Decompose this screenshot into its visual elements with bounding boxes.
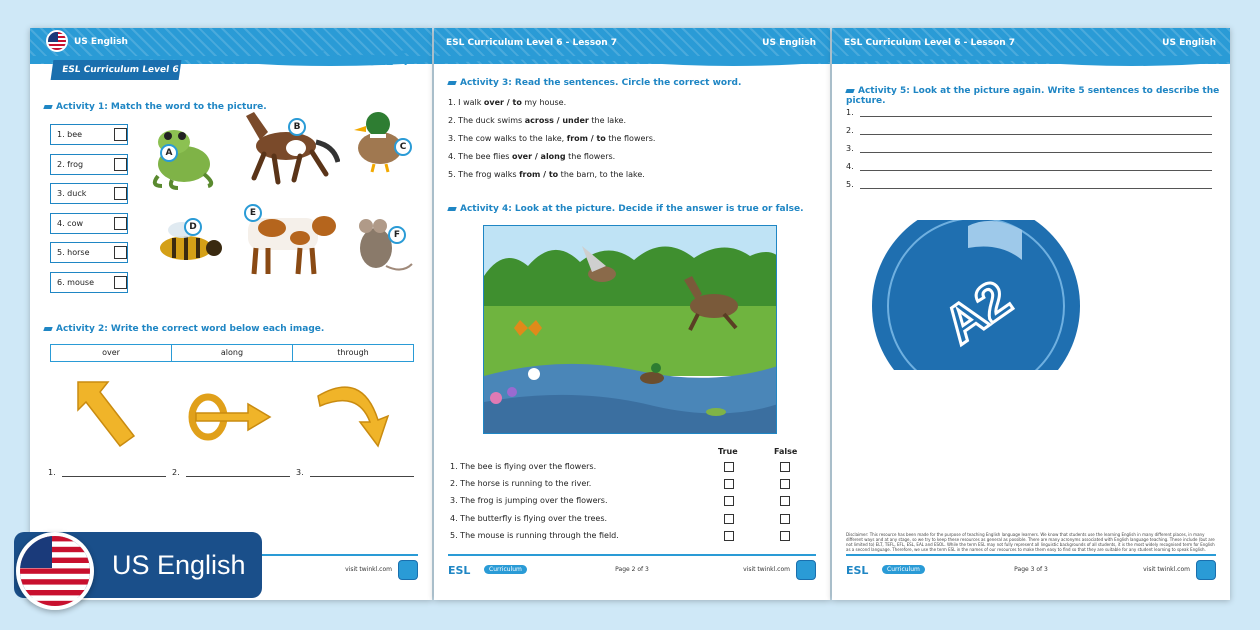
us-flag-icon — [16, 532, 94, 610]
esl-logo: ESL — [448, 564, 471, 577]
header-language: US English — [762, 38, 816, 48]
line-rule — [860, 134, 1212, 135]
header-language: US English — [1162, 38, 1216, 48]
true-column-header: True — [718, 447, 738, 456]
curriculum-pill: Curriculum — [882, 565, 925, 574]
line-rule — [860, 188, 1212, 189]
activity-5-heading: Activity 5: Look at the picture again. Write 5 sentences to describe the picture. — [846, 86, 1230, 106]
line-number: 2. — [846, 126, 854, 135]
header-title: ESL Curriculum Level 6 - Lesson 7 — [844, 38, 1016, 48]
sentence-options[interactable]: from / to — [566, 134, 606, 143]
language-banner-label: US English — [112, 550, 246, 580]
sentence-options[interactable]: across / under — [524, 116, 589, 125]
sentence-text: 5. The frog walks — [448, 170, 520, 179]
false-column-header: False — [774, 447, 798, 456]
page-footer — [846, 554, 1216, 582]
true-false-statement: 1. The bee is flying over the flowers. — [450, 462, 597, 471]
picture-badge: F — [388, 226, 406, 244]
picture-badge: A — [160, 144, 178, 162]
header-wave — [832, 56, 1230, 70]
answer-blank[interactable] — [48, 468, 166, 477]
true-false-statement: 3. The frog is jumping over the flowers. — [450, 496, 608, 505]
match-checkbox[interactable] — [114, 128, 127, 141]
page-number: Page 2 of 3 — [615, 566, 649, 573]
sentence-options[interactable]: over / along — [511, 152, 566, 161]
false-checkbox[interactable] — [780, 496, 790, 506]
curriculum-pill: Curriculum — [484, 565, 527, 574]
true-false-statement: 2. The horse is running to the river. — [450, 479, 592, 488]
sticker-label: A2 — [933, 269, 1022, 356]
false-checkbox[interactable] — [780, 531, 790, 541]
false-checkbox[interactable] — [780, 479, 790, 489]
worksheet-page-2 — [434, 28, 830, 600]
writing-line[interactable] — [846, 162, 1212, 171]
through-arrow-icon — [186, 392, 276, 442]
blank-number: 2. — [172, 468, 180, 477]
disclaimer-text: Disclaimer: This resource has been made for the purpose of teaching English language learners. We know that students use the learning English in many different places, in many different ways and at any stage, so we try to keep these resources as general as possible. There are many acronyms associated with English language teaching. These include (but are not limited to) ELT, TEFL, EFL, ESL, EAL and ESOL. While the term ESL may not fully represent all linguistic backgrounds of all students, it is the most widely recognised term for English as a second language. Therefore, we use the term ESL in the names of our resources to make them easy to find so that they are suitable for any student learning to speak English. — [846, 532, 1215, 552]
picture-badge: D — [184, 218, 202, 236]
mouse-illustration — [352, 214, 414, 280]
line-rule — [860, 116, 1212, 117]
line-number: 1. — [846, 108, 854, 117]
true-checkbox[interactable] — [724, 514, 734, 524]
match-word: 5. horse — [50, 242, 128, 263]
sentence-text: the barn, to the lake. — [558, 170, 645, 179]
sentence-text: 3. The cow walks to the lake, — [448, 134, 567, 143]
blank-number: 1. — [48, 468, 56, 477]
along-arrow-icon — [312, 376, 398, 452]
match-word: 2. frog — [50, 154, 128, 175]
over-arrow-icon — [68, 376, 140, 452]
website-label[interactable]: visit twinkl.com — [743, 566, 790, 573]
header-title: ESL Curriculum Level 6 - Lesson 7 — [446, 38, 618, 48]
match-checkbox[interactable] — [114, 187, 127, 200]
language-label: US English — [74, 37, 128, 47]
blank-number: 3. — [296, 468, 304, 477]
blank-line — [310, 476, 414, 477]
header-wave — [434, 56, 830, 70]
sentence-item — [448, 170, 645, 179]
line-number: 5. — [846, 180, 854, 189]
worksheet-page-3 — [832, 28, 1230, 600]
match-checkbox[interactable] — [114, 276, 127, 289]
sentence-options[interactable]: over / to — [483, 98, 522, 107]
line-number: 3. — [846, 144, 854, 153]
esl-logo: ESL — [846, 564, 869, 577]
twinkl-logo-icon — [398, 560, 418, 580]
worksheet-page-1 — [30, 28, 432, 600]
match-checkbox[interactable] — [114, 246, 127, 259]
line-rule — [860, 170, 1212, 171]
sentence-text: the flowers. — [565, 152, 616, 161]
picture-badge: B — [288, 118, 306, 136]
sentence-item — [448, 116, 626, 125]
website-label[interactable]: visit twinkl.com — [345, 566, 392, 573]
lesson-title: Lesson 7 — [315, 46, 414, 70]
level-sticker-icon — [872, 220, 1092, 370]
level-tab: ESL Curriculum Level 6 — [51, 60, 182, 80]
writing-line[interactable] — [846, 144, 1212, 153]
activity-3-heading: Activity 3: Read the sentences. Circle the correct word. — [448, 78, 741, 88]
sentence-text: the lake. — [588, 116, 627, 125]
activity-4-heading: Activity 4: Look at the picture. Decide if the answer is true or false. — [448, 204, 804, 214]
sentence-item — [448, 98, 566, 107]
true-checkbox[interactable] — [724, 462, 734, 472]
page-footer — [448, 554, 816, 582]
writing-line[interactable] — [846, 126, 1212, 135]
activity-2-heading: Activity 2: Write the correct word below each image. — [44, 324, 324, 334]
us-flag-icon — [46, 30, 68, 52]
word-bank-item: through — [337, 348, 369, 357]
false-checkbox[interactable] — [780, 462, 790, 472]
sentence-text: 4. The bee flies — [448, 152, 512, 161]
writing-line[interactable] — [846, 180, 1212, 189]
sentence-text: the flowers. — [605, 134, 656, 143]
website-label[interactable]: visit twinkl.com — [1143, 566, 1190, 573]
page-number: Page 3 of 3 — [1014, 566, 1048, 573]
match-checkbox[interactable] — [114, 158, 127, 171]
sentence-text: 2. The duck swims — [448, 116, 525, 125]
picture-badge: C — [394, 138, 412, 156]
twinkl-logo-icon — [1196, 560, 1216, 580]
word-bank-item: along — [172, 345, 293, 361]
answer-blank[interactable] — [296, 468, 414, 477]
word-bank — [50, 344, 414, 362]
true-checkbox[interactable] — [724, 479, 734, 489]
false-checkbox[interactable] — [780, 514, 790, 524]
match-word: 3. duck — [50, 183, 128, 204]
frog-illustration — [142, 128, 222, 190]
true-false-statement: 5. The mouse is running through the field. — [450, 531, 619, 540]
sentence-options[interactable]: from / to — [519, 170, 559, 179]
match-word: 4. cow — [50, 213, 128, 234]
match-word: 6. mouse — [50, 272, 128, 293]
scene-illustration — [483, 225, 777, 434]
horse-illustration — [234, 102, 340, 186]
sentence-item — [448, 152, 615, 161]
match-checkbox[interactable] — [114, 217, 127, 230]
writing-line[interactable] — [846, 108, 1212, 117]
blank-line — [62, 476, 166, 477]
twinkl-logo-icon — [796, 560, 816, 580]
answer-blank[interactable] — [172, 468, 290, 477]
activity-1-heading: Activity 1: Match the word to the picture. — [44, 102, 267, 112]
word-bank-item: over — [51, 345, 172, 361]
true-checkbox[interactable] — [724, 496, 734, 506]
true-checkbox[interactable] — [724, 531, 734, 541]
line-rule — [860, 152, 1212, 153]
sentence-text: 1. I walk — [448, 98, 484, 107]
sentence-item — [448, 134, 655, 143]
line-number: 4. — [846, 162, 854, 171]
match-word: 1. bee — [50, 124, 128, 145]
picture-badge: E — [244, 204, 262, 222]
true-false-statement: 4. The butterfly is flying over the trees. — [450, 514, 608, 523]
blank-line — [186, 476, 290, 477]
sentence-text: my house. — [521, 98, 567, 107]
